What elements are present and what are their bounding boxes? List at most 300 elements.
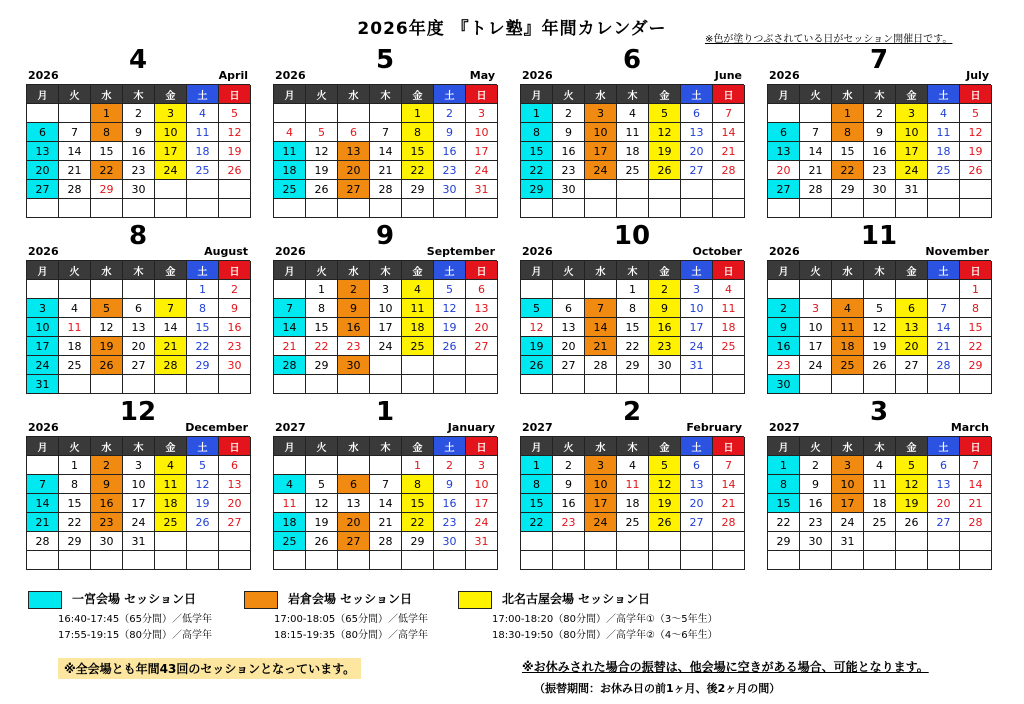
day-cell: 18 [59,337,91,356]
empty-cell [274,199,306,218]
day-cell: 30 [649,356,681,375]
day-cell: 1 [402,456,434,475]
day-cell: 5 [434,280,466,299]
empty-cell [306,375,338,394]
day-cell: 8 [402,123,434,142]
day-cell: 5 [91,299,123,318]
day-cell: 16 [434,142,466,161]
empty-cell [800,551,832,570]
empty-cell [521,532,553,551]
month-header [273,45,497,84]
weekday-header: 木 [617,85,649,104]
day-cell: 26 [219,161,251,180]
day-cell: 19 [219,142,251,161]
day-cell: 14 [274,318,306,337]
month-year: 2026 [522,245,553,258]
weekday-header: 金 [402,437,434,456]
day-cell: 1 [187,280,219,299]
day-cell: 4 [864,456,896,475]
weekday-header: 土 [187,85,219,104]
day-cell: 3 [123,456,155,475]
empty-cell [617,532,649,551]
empty-cell [649,180,681,199]
day-cell: 24 [896,161,928,180]
month-english-name: December [185,421,248,434]
day-cell: 22 [306,337,338,356]
weekday-header: 月 [274,261,306,280]
day-cell: 28 [960,513,992,532]
weekday-header: 月 [768,261,800,280]
day-cell: 5 [521,299,553,318]
day-cell: 20 [681,142,713,161]
day-cell: 14 [585,318,617,337]
month-english-name: August [204,245,248,258]
empty-cell [617,199,649,218]
weekday-header: 日 [219,261,251,280]
day-cell: 23 [800,513,832,532]
weekday-header: 土 [434,85,466,104]
weekday-header: 金 [155,261,187,280]
month-grid [520,436,744,570]
day-cell: 22 [59,513,91,532]
footer-makeup-note: ※お休みされた場合の振替は、他会場に空きがある場合、可能となります。 [522,660,929,674]
day-cell: 14 [800,142,832,161]
day-cell: 5 [864,299,896,318]
month-number: 2 [622,397,642,427]
day-cell: 14 [713,475,745,494]
weekday-header: 金 [649,437,681,456]
empty-cell [187,532,219,551]
empty-cell [896,375,928,394]
weekday-header: 土 [681,85,713,104]
day-cell: 7 [585,299,617,318]
day-cell: 19 [306,513,338,532]
empty-cell [585,551,617,570]
weekday-header: 木 [123,261,155,280]
day-cell: 27 [553,356,585,375]
empty-cell [402,356,434,375]
day-cell: 31 [681,356,713,375]
empty-cell [155,280,187,299]
day-cell: 13 [27,142,59,161]
day-cell: 10 [896,123,928,142]
day-cell: 10 [466,123,498,142]
empty-cell [274,104,306,123]
day-cell: 18 [832,337,864,356]
day-cell: 2 [800,456,832,475]
day-cell: 18 [864,494,896,513]
day-cell: 21 [370,161,402,180]
day-cell: 29 [960,356,992,375]
day-cell: 27 [681,161,713,180]
day-cell: 13 [681,123,713,142]
month-grid [26,84,250,218]
day-cell: 12 [896,475,928,494]
day-cell: 20 [338,161,370,180]
empty-cell [370,356,402,375]
day-cell: 7 [27,475,59,494]
day-cell: 1 [617,280,649,299]
day-cell: 15 [402,494,434,513]
month-number: 10 [613,221,651,251]
day-cell: 5 [649,456,681,475]
day-cell: 24 [585,161,617,180]
day-cell: 17 [155,142,187,161]
day-cell: 19 [91,337,123,356]
empty-cell [681,551,713,570]
day-cell: 18 [274,513,306,532]
day-cell: 5 [219,104,251,123]
month-calendar [273,45,497,218]
day-cell: 10 [681,299,713,318]
day-cell: 27 [681,513,713,532]
empty-cell [713,551,745,570]
day-cell: 27 [768,180,800,199]
month-header [26,221,250,260]
day-cell: 25 [617,513,649,532]
weekday-header: 水 [91,437,123,456]
empty-cell [864,280,896,299]
day-cell: 12 [649,475,681,494]
empty-cell [768,280,800,299]
empty-cell [306,199,338,218]
day-cell: 26 [434,337,466,356]
day-cell: 29 [59,532,91,551]
day-cell: 10 [832,475,864,494]
month-calendar [767,221,991,394]
empty-cell [896,532,928,551]
weekday-header: 土 [434,261,466,280]
day-cell: 9 [434,123,466,142]
day-cell: 25 [155,513,187,532]
empty-cell [617,180,649,199]
day-cell: 24 [466,513,498,532]
empty-cell [370,551,402,570]
day-cell: 17 [896,142,928,161]
day-cell: 30 [338,356,370,375]
day-cell: 11 [832,318,864,337]
day-cell: 10 [585,123,617,142]
day-cell: 21 [27,513,59,532]
day-cell: 16 [123,142,155,161]
empty-cell [768,551,800,570]
day-cell: 13 [338,494,370,513]
legend-label: 岩倉会場 セッション日 [288,592,412,606]
weekday-header: 火 [59,437,91,456]
day-cell: 20 [27,161,59,180]
day-cell: 14 [713,123,745,142]
day-cell: 20 [928,494,960,513]
times-kitanagoya [492,612,718,644]
weekday-header: 木 [370,85,402,104]
weekday-header: 火 [800,437,832,456]
day-cell: 23 [123,161,155,180]
empty-cell [402,199,434,218]
day-cell: 11 [402,299,434,318]
empty-cell [187,199,219,218]
day-cell: 25 [864,513,896,532]
empty-cell [155,199,187,218]
empty-cell [521,199,553,218]
day-cell: 21 [713,142,745,161]
weekday-header: 水 [338,261,370,280]
day-cell: 1 [521,104,553,123]
day-cell: 11 [617,475,649,494]
day-cell: 12 [306,494,338,513]
empty-cell [370,456,402,475]
weekday-header: 土 [434,437,466,456]
day-cell: 13 [123,318,155,337]
day-cell: 31 [832,532,864,551]
day-cell: 5 [306,475,338,494]
day-cell: 21 [59,161,91,180]
empty-cell [928,532,960,551]
day-cell: 31 [466,532,498,551]
day-cell: 9 [553,123,585,142]
empty-cell [585,180,617,199]
day-cell: 2 [338,280,370,299]
day-cell: 18 [713,318,745,337]
day-cell: 13 [768,142,800,161]
day-cell: 1 [960,280,992,299]
weekday-header: 火 [59,85,91,104]
empty-cell [928,375,960,394]
empty-cell [960,551,992,570]
empty-cell [187,375,219,394]
day-cell: 14 [155,318,187,337]
day-cell: 23 [649,337,681,356]
day-cell: 2 [553,104,585,123]
day-cell: 22 [402,513,434,532]
day-cell: 12 [521,318,553,337]
weekday-header: 日 [713,437,745,456]
weekday-header: 火 [800,261,832,280]
day-cell: 3 [800,299,832,318]
month-english-name: September [426,245,495,258]
day-cell: 15 [59,494,91,513]
weekday-header: 月 [768,437,800,456]
time-line: 18:30-19:50（80分間）／高学年②（4～6年生） [492,630,718,641]
day-cell: 17 [466,142,498,161]
day-cell: 9 [219,299,251,318]
month-english-name: April [218,69,248,82]
weekday-header: 日 [960,85,992,104]
day-cell: 6 [681,104,713,123]
weekday-header: 木 [123,437,155,456]
day-cell: 14 [960,475,992,494]
weekday-header: 日 [466,437,498,456]
day-cell: 9 [649,299,681,318]
empty-cell [864,199,896,218]
day-cell: 17 [800,337,832,356]
day-cell: 27 [466,337,498,356]
month-english-name: June [714,69,742,82]
day-cell: 21 [713,494,745,513]
day-cell: 23 [553,513,585,532]
day-cell: 3 [370,280,402,299]
day-cell: 17 [123,494,155,513]
day-cell: 10 [370,299,402,318]
day-cell: 26 [521,356,553,375]
empty-cell [960,199,992,218]
weekday-header: 日 [713,85,745,104]
day-cell: 15 [960,318,992,337]
weekday-header: 木 [617,437,649,456]
day-cell: 12 [91,318,123,337]
day-cell: 31 [123,532,155,551]
day-cell: 16 [649,318,681,337]
day-cell: 6 [768,123,800,142]
day-cell: 31 [896,180,928,199]
day-cell: 19 [434,318,466,337]
month-year: 2026 [275,69,306,82]
day-cell: 30 [768,375,800,394]
month-number: 1 [375,397,395,427]
day-cell: 3 [585,456,617,475]
day-cell: 2 [553,456,585,475]
day-cell: 1 [402,104,434,123]
day-cell: 20 [553,337,585,356]
month-number: 6 [622,45,642,75]
month-number: 3 [869,397,889,427]
day-cell: 1 [521,456,553,475]
empty-cell [832,551,864,570]
weekday-header: 土 [187,437,219,456]
weekday-header: 火 [306,437,338,456]
day-cell: 11 [187,123,219,142]
legend-swatch-cyan [28,591,62,609]
empty-cell [274,456,306,475]
month-english-name: November [925,245,989,258]
day-cell: 30 [434,532,466,551]
month-calendar [26,45,250,218]
month-header [767,397,991,436]
day-cell: 27 [896,356,928,375]
day-cell: 23 [768,356,800,375]
day-cell: 11 [274,142,306,161]
empty-cell [123,551,155,570]
empty-cell [219,199,251,218]
empty-cell [219,180,251,199]
month-calendar [520,397,744,570]
empty-cell [832,375,864,394]
day-cell: 5 [960,104,992,123]
weekday-header: 水 [832,261,864,280]
empty-cell [123,280,155,299]
empty-cell [928,551,960,570]
month-calendar [520,45,744,218]
legend-swatch-orange [244,591,278,609]
empty-cell [306,456,338,475]
empty-cell [59,551,91,570]
empty-cell [681,532,713,551]
month-header [520,221,744,260]
weekday-header: 火 [306,261,338,280]
weekday-header: 金 [649,85,681,104]
empty-cell [800,280,832,299]
empty-cell [832,280,864,299]
month-calendar [767,397,991,570]
day-cell: 25 [713,337,745,356]
empty-cell [434,551,466,570]
empty-cell [59,375,91,394]
day-cell: 3 [466,104,498,123]
empty-cell [928,199,960,218]
day-cell: 17 [681,318,713,337]
day-cell: 26 [306,180,338,199]
weekday-header: 日 [960,261,992,280]
day-cell: 29 [768,532,800,551]
empty-cell [274,375,306,394]
day-cell: 6 [338,123,370,142]
day-cell: 24 [123,513,155,532]
day-cell: 15 [306,318,338,337]
weekday-header: 月 [521,437,553,456]
day-cell: 29 [402,532,434,551]
day-cell: 9 [123,123,155,142]
day-cell: 24 [681,337,713,356]
day-cell: 13 [338,142,370,161]
day-cell: 6 [553,299,585,318]
day-cell: 11 [928,123,960,142]
empty-cell [585,280,617,299]
legend-swatch-yellow [458,591,492,609]
legend-kitanagoya [458,590,650,609]
weekday-header: 木 [864,437,896,456]
empty-cell [59,280,91,299]
day-cell: 19 [649,494,681,513]
empty-cell [832,199,864,218]
month-grid [520,260,744,394]
month-calendar [273,221,497,394]
day-cell: 8 [59,475,91,494]
empty-cell [960,180,992,199]
day-cell: 11 [864,475,896,494]
day-cell: 16 [219,318,251,337]
day-cell: 2 [649,280,681,299]
weekday-header: 金 [402,261,434,280]
day-cell: 15 [187,318,219,337]
month-number: 11 [860,221,898,251]
day-cell: 26 [187,513,219,532]
day-cell: 16 [91,494,123,513]
day-cell: 6 [466,280,498,299]
empty-cell [155,180,187,199]
day-cell: 15 [521,494,553,513]
day-cell: 29 [306,356,338,375]
day-cell: 3 [681,280,713,299]
weekday-header: 金 [155,85,187,104]
day-cell: 18 [928,142,960,161]
day-cell: 12 [219,123,251,142]
empty-cell [370,199,402,218]
day-cell: 29 [832,180,864,199]
empty-cell [91,199,123,218]
empty-cell [338,199,370,218]
day-cell: 28 [59,180,91,199]
month-calendar [273,397,497,570]
empty-cell [370,104,402,123]
empty-cell [434,375,466,394]
empty-cell [370,375,402,394]
day-cell: 14 [27,494,59,513]
day-cell: 10 [800,318,832,337]
weekday-header: 水 [91,85,123,104]
day-cell: 7 [274,299,306,318]
empty-cell [800,104,832,123]
month-english-name: February [686,421,742,434]
month-number: 8 [128,221,148,251]
